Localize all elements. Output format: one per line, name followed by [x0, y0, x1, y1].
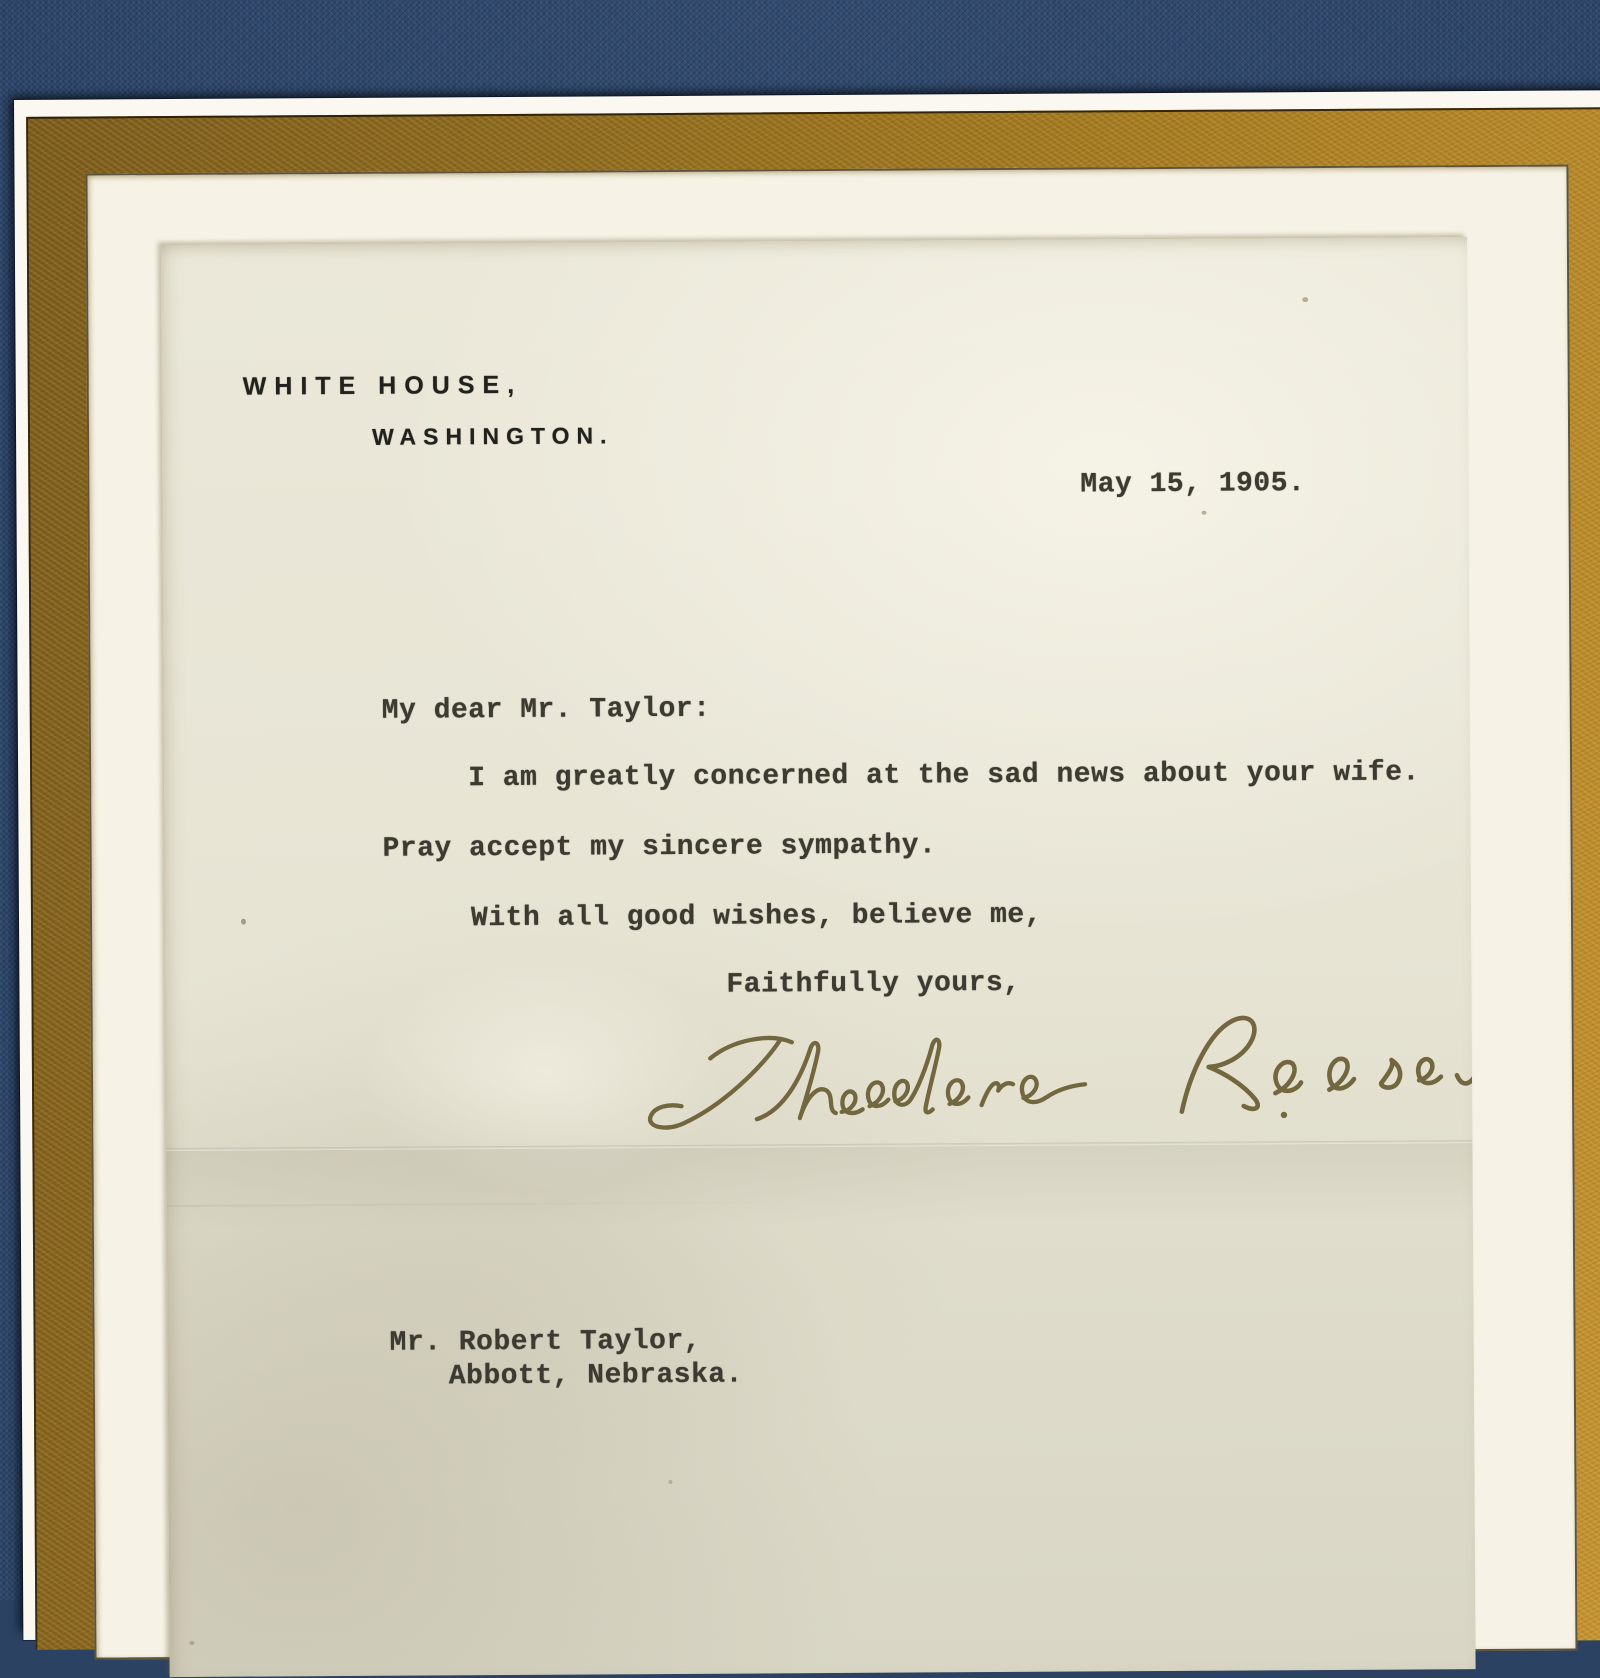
recipient-line-1: Mr. Robert Taylor,: [389, 1325, 702, 1359]
letter-paper: [161, 237, 1476, 1677]
closing-line: Faithfully yours,: [726, 967, 1021, 1001]
paper-speck: [241, 919, 246, 925]
body-line-1: I am greatly concerned at the sad news about your wife.: [468, 757, 1420, 795]
recipient-line-2: Abbott, Nebraska.: [448, 1359, 744, 1393]
paper-speck: [668, 1480, 672, 1484]
letterhead-washington: WASHINGTON.: [371, 422, 614, 450]
ink-dot: [1281, 1112, 1288, 1119]
body-line-3: With all good wishes, believe me,: [470, 899, 1043, 935]
paper-speck: [1202, 511, 1207, 515]
salutation-line: My dear Mr. Taylor:: [381, 693, 711, 727]
date-line: May 15, 1905.: [1080, 468, 1306, 501]
signature-theodore-roosevelt: [617, 1004, 1475, 1161]
white-mat-border: [14, 90, 1600, 1640]
signature-word-theodore: [648, 1029, 1086, 1127]
white-bevel-mat: [85, 165, 1577, 1660]
paper-speck: [1302, 297, 1308, 302]
signature-word-roosevelt: [1179, 1008, 1475, 1122]
gold-mat-fillet: [26, 107, 1600, 1650]
letterhead-white-house: WHITE HOUSE,: [242, 370, 523, 401]
paper-speck: [189, 1641, 194, 1645]
fold-crease-shading: [166, 1143, 1472, 1231]
body-line-2: Pray accept my sincere sympathy.: [382, 830, 937, 865]
